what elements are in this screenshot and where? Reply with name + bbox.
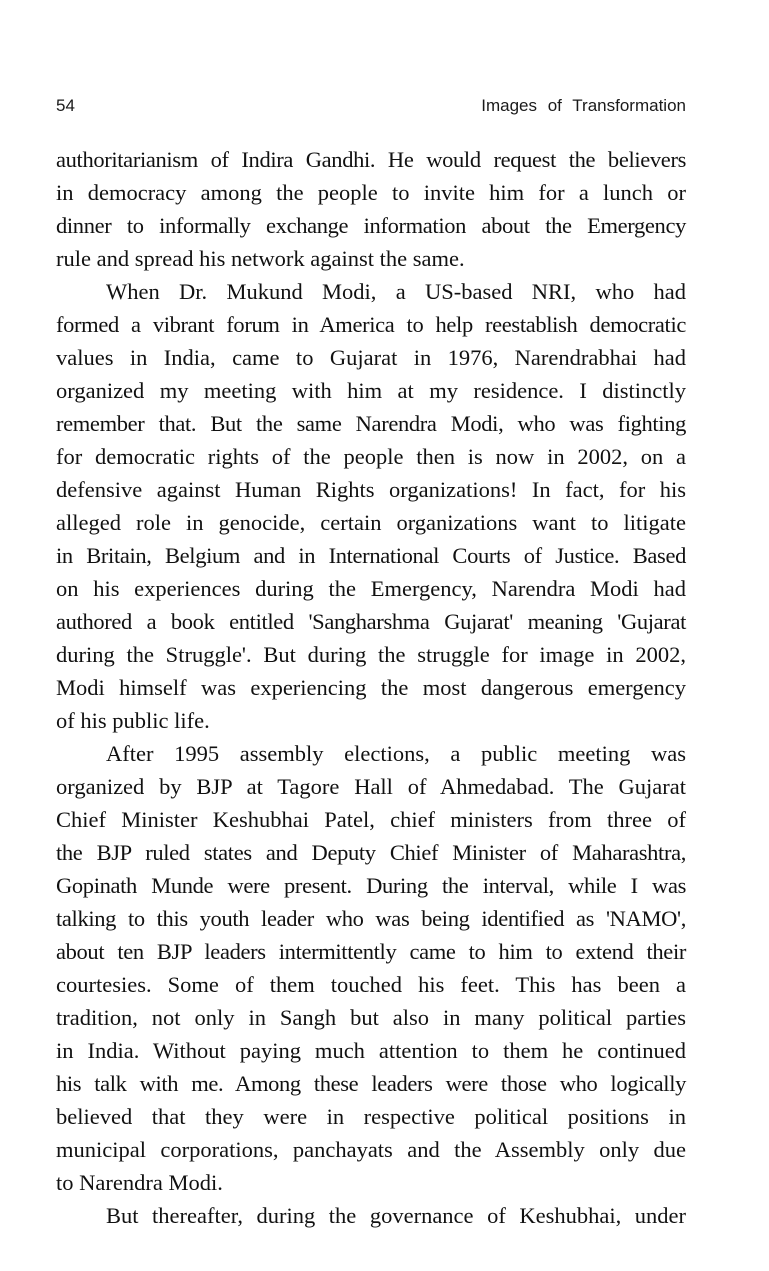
text-line: authored a book entitled 'Sangharshma Gujarat' meaning 'Gujarat — [56, 609, 686, 634]
text-line: formed a vibrant forum in America to help reestablish democratic — [56, 312, 686, 337]
text-line: for democratic rights of the people then is now in 2002, on a — [56, 444, 686, 469]
text-line: municipal corporations, panchayats and the Assembly only due — [56, 1137, 686, 1162]
text-line: during the Struggle'. But during the struggle for image in 2002, — [56, 642, 686, 667]
text-line: When Dr. Mukund Modi, a US-based NRI, who had — [106, 279, 686, 304]
text-line: But thereafter, during the governance of Keshubhai, under — [106, 1203, 686, 1228]
running-head — [56, 96, 686, 120]
text-line: in democracy among the people to invite him for a lunch or — [56, 180, 686, 205]
text-line: of his public life. — [56, 708, 210, 733]
text-line: organized by BJP at Tagore Hall of Ahmedabad. The Gujarat — [56, 774, 686, 799]
text-line: After 1995 assembly elections, a public meeting was — [106, 741, 686, 766]
text-line: tradition, not only in Sangh but also in many political parties — [56, 1005, 686, 1030]
text-line: remember that. But the same Narendra Modi, who was fighting — [56, 411, 686, 436]
text-line: in India. Without paying much attention to them he continued — [56, 1038, 686, 1063]
text-line: defensive against Human Rights organizations! In fact, for his — [56, 477, 686, 502]
text-line: courtesies. Some of them touched his feet. This has been a — [56, 972, 686, 997]
text-line: Modi himself was experiencing the most dangerous emergency — [56, 675, 686, 700]
text-line: Chief Minister Keshubhai Patel, chief ministers from three of — [56, 807, 686, 832]
text-line: alleged role in genocide, certain organizations want to litigate — [56, 510, 686, 535]
text-line: organized my meeting with him at my residence. I distinctly — [56, 378, 686, 403]
text-line: authoritarianism of Indira Gandhi. He would request the believers — [56, 147, 686, 172]
text-line: about ten BJP leaders intermittently came to him to extend their — [56, 939, 686, 964]
text-line: talking to this youth leader who was being identified as 'NAMO', — [56, 906, 686, 931]
text-line: his talk with me. Among these leaders were those who logically — [56, 1071, 686, 1096]
body-text — [56, 143, 686, 1232]
text-line: in Britain, Belgium and in International Courts of Justice. Based — [56, 543, 686, 568]
text-line: dinner to informally exchange information about the Emergency — [56, 213, 686, 238]
text-line: Gopinath Munde were present. During the interval, while I was — [56, 873, 686, 898]
text-line: rule and spread his network against the same. — [56, 246, 465, 271]
text-line: to Narendra Modi. — [56, 1170, 223, 1195]
running-title: Images of Transformation — [481, 96, 686, 115]
text-line: believed that they were in respective political positions in — [56, 1104, 686, 1129]
text-line: values in India, came to Gujarat in 1976, Narendrabhai had — [56, 345, 686, 370]
page-number: 54 — [56, 96, 75, 115]
text-line: on his experiences during the Emergency, Narendra Modi had — [56, 576, 686, 601]
text-line: the BJP ruled states and Deputy Chief Minister of Maharashtra, — [56, 840, 686, 865]
